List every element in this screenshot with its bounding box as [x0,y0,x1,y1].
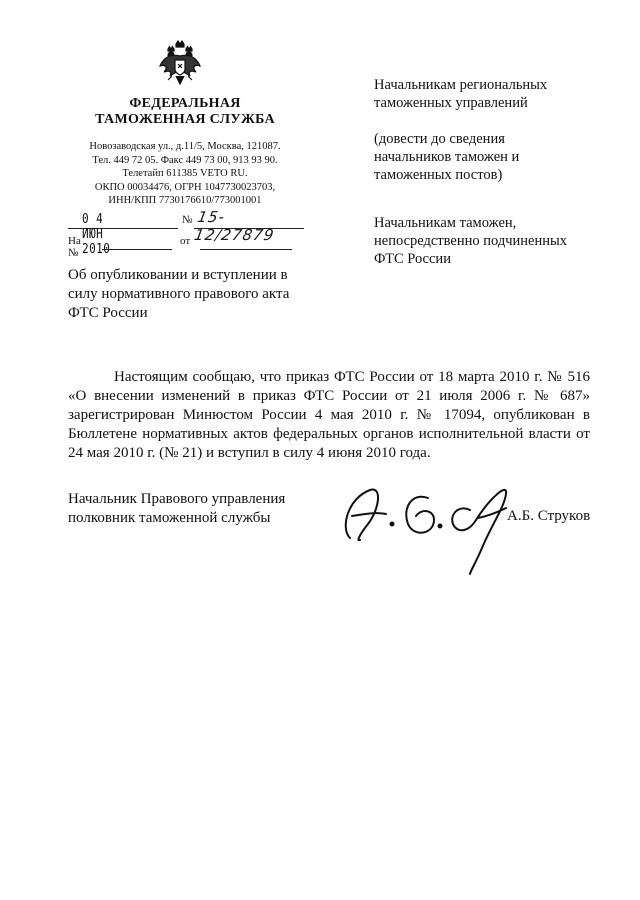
signer-title [68,490,308,528]
reference-number-label: На № [68,235,81,259]
addressee-line: ФТС России [374,251,451,267]
org-inn-kpp: ИНН/КПП 7730176610/773001001 [108,195,262,206]
addressee-line: непосредственно подчиненных [374,233,567,249]
date-stamp: 0 4 ИЮН 2010 [82,212,111,257]
letter-subject: Об опубликовании и вступлении в силу нормативного правового акта ФТС России [68,267,290,321]
state-emblem-icon [158,40,202,88]
org-teletype: Телетайп 611385 VETO RU. [122,168,248,179]
addressee-customs-heads [374,214,614,268]
addressee-line: таможенных постов) [374,167,503,183]
addressee-line: таможенных управлений [374,95,528,111]
addressee-regional-heads [374,76,614,112]
number-sign: № [182,214,193,226]
addressee-line: Начальникам региональных [374,77,548,93]
signer-title-line-1: Начальник Правового управления [68,491,286,507]
org-name-line-1: ФЕДЕРАЛЬНАЯ [129,96,241,111]
letter-body [68,368,590,463]
org-address: Новозаводская ул., д.11/5, Москва, 121087. [89,141,281,152]
handwritten-signature [330,468,520,578]
signer-title-line-2: полковник таможенной службы [68,510,271,526]
reference-number-line [102,235,172,250]
addressee-line: (довести до сведения [374,131,505,147]
signer-name: А.Б. Струков [507,508,591,524]
handwritten-registration-number: 15-12/27879 [192,208,276,244]
addressee-line: начальников таможен и [374,149,520,165]
body-paragraph: Настоящим сообщаю, что приказ ФТС России от 18 марта 2010 г. № 516 «О внесении изменений в приказ ФТС России от 21 июля 2006 г. № 687» зарегистрирован Минюстом России 4 мая 2010 г. № 17094, опубликован в Бюллетене нормативных актов федеральных органов исполнительной власти от 24 мая 2010 г. (№ 21) и вступил в силу 4 июня 2010 года. [68,369,590,461]
organization-name [60,96,310,128]
reference-date-label: от [180,235,191,247]
addressee-note [374,130,614,184]
reference-date-line [200,235,292,250]
org-name-line-2: ТАМОЖЕННАЯ СЛУЖБА [95,112,275,127]
addressee-line: Начальникам таможен, [374,215,517,231]
org-codes: ОКПО 00034476, ОГРН 1047730023703, [94,181,276,193]
organization-details [50,140,320,208]
org-phones: Тел. 449 72 05. Факс 449 73 00, 913 93 90. [92,154,278,166]
